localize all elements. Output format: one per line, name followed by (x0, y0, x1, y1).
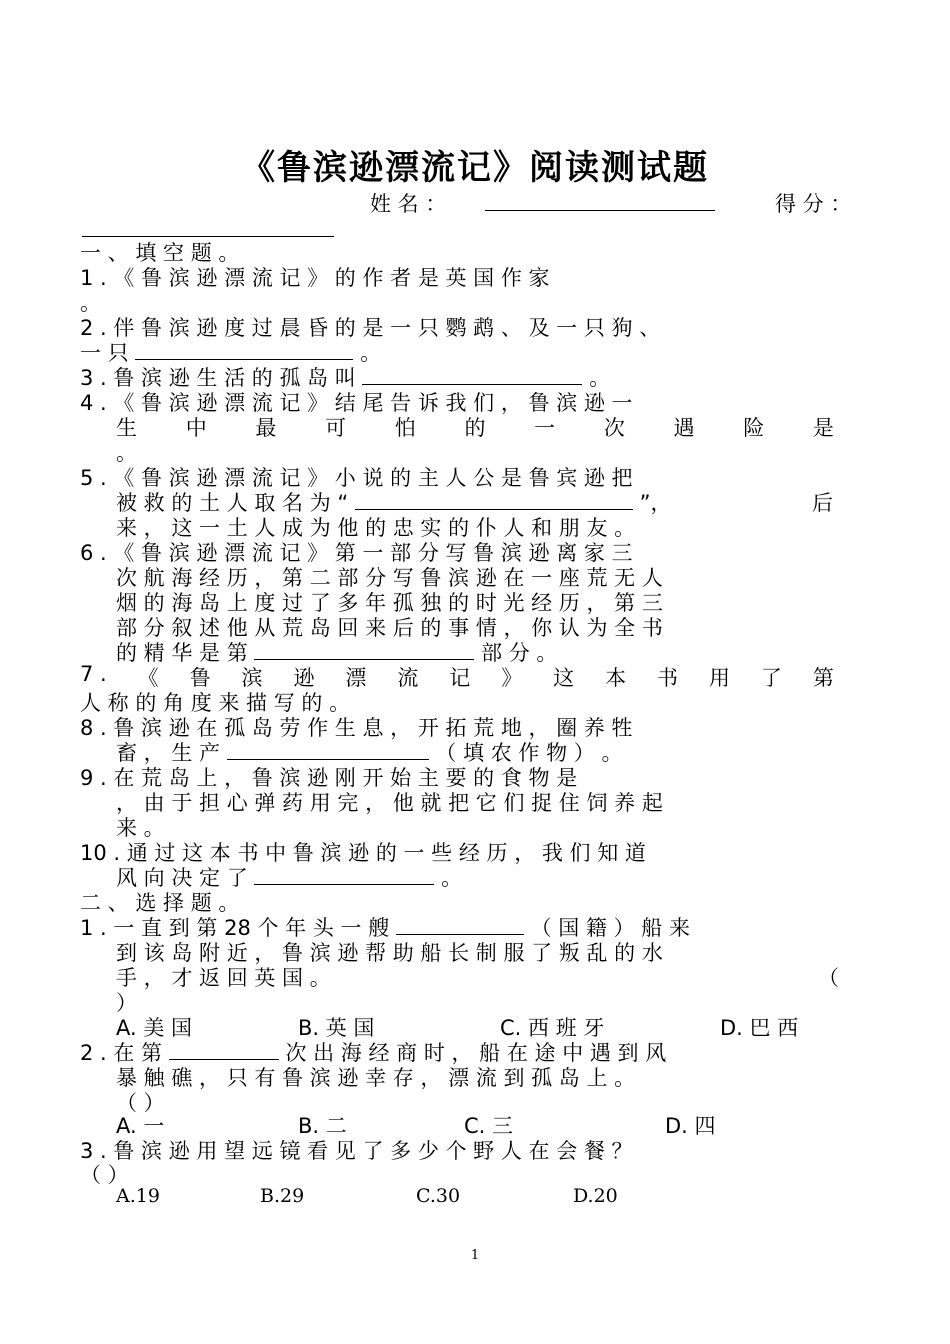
score-label: 得 分 ： (775, 192, 852, 216)
q9-line1: 9 . 在 荒 岛 上 ， 鲁 滨 逊 刚 开 始 主 要 的 食 物 是 (80, 766, 578, 790)
mc-q1-option-d: D. 巴 西 (720, 1016, 799, 1040)
mc-q2-option-b: B. 二 (298, 1114, 347, 1138)
q4-char: 中 (185, 416, 207, 440)
mc-q3-line1: 3 . 鲁 滨 逊 用 望 远 镜 看 见 了 多 少 个 野 人 在 会 餐 ？ (80, 1139, 633, 1163)
mc-q3-option-d: D.20 (573, 1185, 618, 1207)
name-blank (485, 190, 715, 211)
q4-char: 是 (812, 416, 834, 440)
mc-q2-line1: 2 . 在 第 次 出 海 经 商 时 ， 船 在 途 中 遇 到 风 (80, 1041, 667, 1065)
mc-q2-option-d: D. 四 (665, 1114, 716, 1138)
q7-char: 逊 (293, 666, 315, 690)
q7-char: 书 (657, 666, 679, 690)
q4-char: 险 (743, 416, 765, 440)
mc-q3-line2: （ ） (80, 1163, 129, 1187)
q6-line3: 烟 的 海 岛 上 度 过 了 多 年 孤 独 的 时 光 经 历 ， 第 三 (116, 591, 663, 615)
page-number: 1 (470, 1248, 480, 1263)
q7-char: 鲁 (189, 666, 211, 690)
q6-line5: 的 精 华 是 第 部 分 。 (116, 641, 558, 665)
q4-char: 一 (534, 416, 556, 440)
section-heading: 一 、 填 空 题 。 (80, 241, 240, 265)
score-blank (82, 216, 334, 237)
mc-q1-line3: 手 ， 才 返 回 英 国 。 (116, 966, 331, 990)
q7-char: 本 (605, 666, 627, 690)
q3-line: 3 . 鲁 滨 逊 生 活 的 孤 岛 叫 。 (80, 366, 611, 390)
q6-line2: 次 航 海 经 历 ， 第 二 部 分 写 鲁 滨 逊 在 一 座 荒 无 人 (116, 566, 663, 590)
mc-q1-option-a: A. 美 国 (116, 1016, 193, 1040)
section-heading: 二 、 选 择 题 。 (80, 891, 240, 915)
q7-char: 》 (501, 666, 523, 690)
name-label: 姓 名 ： (370, 192, 447, 216)
mc-q3-option-a: A.19 (116, 1185, 160, 1207)
mc-q1-option-c: C. 西 班 牙 (500, 1016, 605, 1040)
q7-char: 第 (812, 666, 834, 690)
mc-q2-line3: （ ） (116, 1091, 165, 1115)
mc-q1-line1: 1 . 一 直 到 第 28 个 年 头 一 艘 （ 国 籍 ） 船 来 (80, 916, 690, 940)
q8-line1: 8 . 鲁 滨 逊 在 孤 岛 劳 作 生 息 ， 开 拓 荒 地 ， 圈 养 牲 (80, 716, 633, 740)
q2-line1: 2 . 伴 鲁 滨 逊 度 过 晨 昏 的 是 一 只 鹦 鹉 、 及 一 只 狗 、 (80, 316, 661, 340)
q9-line2: ， 由 于 担 心 弹 药 用 完 ， 他 就 把 它 们 捉 住 饲 养 起 (116, 791, 663, 815)
q5-line3: 来 ， 这 一 土 人 成 为 他 的 忠 实 的 仆 人 和 朋 友 。 (116, 516, 636, 540)
mc-q1-paren: （ (818, 966, 839, 990)
mc-q1-option-b: B. 英 国 (298, 1016, 375, 1040)
q4-char: 怕 (394, 416, 416, 440)
q4-char: 的 (464, 416, 486, 440)
q7-char: 滨 (241, 666, 263, 690)
q4-char: 次 (603, 416, 625, 440)
q7-char: 漂 (345, 666, 367, 690)
q4-char: 生 (116, 416, 137, 440)
q6-line4: 部 分 叙 述 他 从 荒 岛 回 来 后 的 事 情 ， 你 认 为 全 书 (116, 616, 663, 640)
q4-line3: 。 (116, 441, 137, 465)
q7-char: 记 (449, 666, 471, 690)
page-title: 《鲁滨逊漂流记》阅读测试题 (241, 148, 709, 188)
mc-q1-line2: 到 该 岛 附 近 ， 鲁 滨 逊 帮 助 船 长 制 服 了 叛 乱 的 水 (116, 941, 663, 965)
q7-char: 7 . (80, 662, 107, 686)
q4-char: 遇 (673, 416, 695, 440)
q5-line1: 5 . 《 鲁 滨 逊 漂 流 记 》 小 说 的 主 人 公 是 鲁 宾 逊 把 (80, 466, 633, 490)
q2-line2: 一 只 。 (80, 341, 382, 365)
q4-line2 (116, 412, 834, 442)
q10-line1: 10 . 通 过 这 本 书 中 鲁 滨 逊 的 一 些 经 历 ， 我 们 知 道 (80, 841, 646, 865)
q7-char: 《 (137, 666, 159, 690)
q10-line2: 风 向 决 定 了 。 (116, 866, 463, 890)
mc-q3-option-b: B.29 (260, 1185, 305, 1207)
q7-char: 流 (397, 666, 419, 690)
q5-line2: 被 救 的 土 人 取 名 为 “ ”， (116, 491, 672, 515)
mc-q3-option-c: C.30 (416, 1185, 461, 1207)
q7-char: 用 (708, 666, 730, 690)
q4-char: 可 (325, 416, 347, 440)
q5-line2-end: 后 (812, 491, 833, 515)
mc-q2-option-c: C. 三 (464, 1114, 514, 1138)
q7-char: 这 (553, 666, 575, 690)
q7-line2: 人 称 的 角 度 来 描 写 的 。 (80, 691, 351, 715)
q9-line3: 来 。 (116, 816, 165, 840)
q4-line1: 4 . 《 鲁 滨 逊 漂 流 记 》 结 尾 告 诉 我 们 ， 鲁 滨 逊 一 (80, 391, 633, 415)
q6-line1: 6 . 《 鲁 滨 逊 漂 流 记 》 第 一 部 分 写 鲁 滨 逊 离 家 三 (80, 541, 633, 565)
q4-char: 最 (255, 416, 277, 440)
mc-q1-line4: ） (116, 991, 137, 1015)
mc-q2-line2: 暴 触 礁 ， 只 有 鲁 滨 逊 幸 存 ， 漂 流 到 孤 岛 上 。 (116, 1066, 636, 1090)
q1-line2: 。 (80, 291, 101, 315)
q7-char: 了 (760, 666, 782, 690)
mc-q2-option-a: A. 一 (116, 1114, 165, 1138)
q8-line2: 畜 ， 生 产 （ 填 农 作 物 ） 。 (116, 741, 623, 765)
q1-line1: 1 . 《 鲁 滨 逊 漂 流 记 》 的 作 者 是 英 国 作 家 (80, 266, 550, 290)
